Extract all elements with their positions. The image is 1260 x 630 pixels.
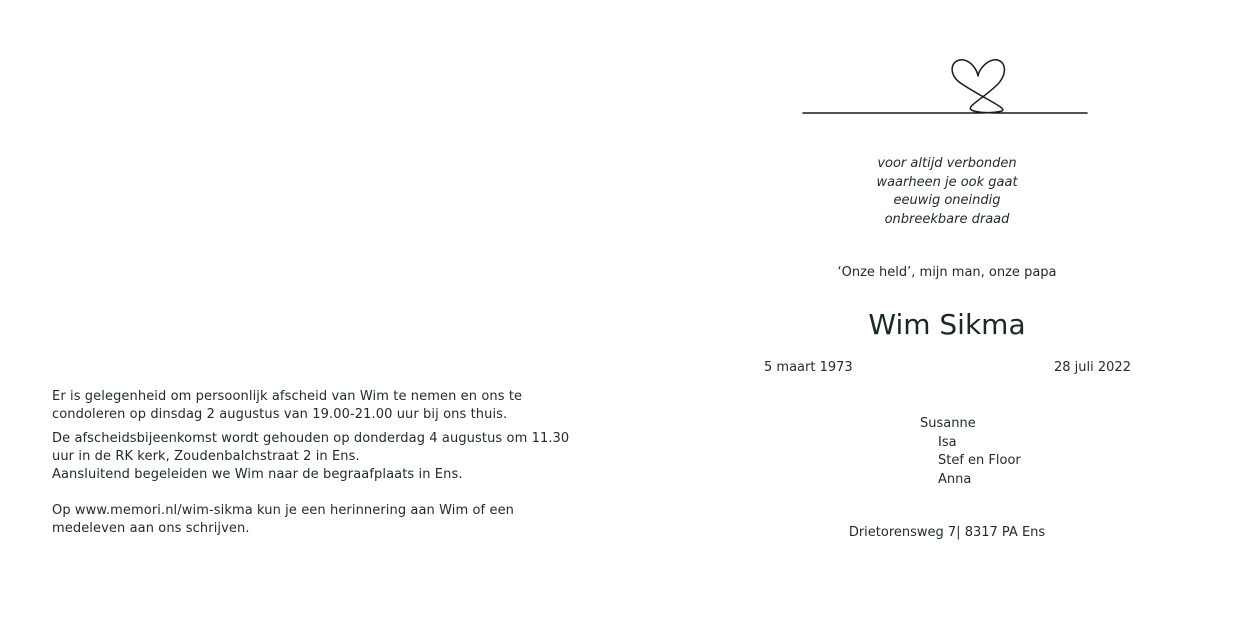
child-name: Stef en Floor bbox=[938, 453, 1021, 468]
family-list bbox=[920, 415, 1021, 489]
announcement-panel bbox=[700, 0, 1200, 630]
poem bbox=[700, 155, 1194, 229]
child-name: Anna bbox=[938, 471, 972, 487]
poem-line: onbreekbare draad bbox=[884, 211, 1010, 227]
visitation-paragraph: Er is gelegenheid om persoonlijk afscheid van Wim te nemen en ons te condoleren op dinsdag 2 augustus van 19.00-21.00 uur bij ons thuis. bbox=[52, 389, 523, 422]
deceased-name: Wim Sikma bbox=[868, 308, 1026, 341]
child-name: Isa bbox=[938, 434, 957, 450]
burial-paragraph: Aansluitend begeleiden we Wim naar de begraafplaats in Ens. bbox=[52, 467, 463, 482]
heart-line-icon bbox=[802, 56, 1090, 118]
subtitle: ‘Onze held’, mijn man, onze papa bbox=[837, 265, 1057, 280]
poem-line: eeuwig oneindig bbox=[893, 193, 1001, 208]
address: Drietorensweg 7| 8317 PA Ens bbox=[848, 525, 1046, 540]
ceremony-paragraph: De afscheidsbijeenkomst wordt gehouden op donderdag 4 augustus om 11.30 uur in de RK kerk, Zoudenbalchstraat 2 in Ens. bbox=[52, 431, 570, 464]
ceremony-info bbox=[52, 388, 612, 538]
poem-line: waarheen je ook gaat bbox=[876, 174, 1018, 190]
spouse-name: Susanne bbox=[920, 416, 976, 431]
memorial-website-paragraph: Op www.memori.nl/wim-sikma kun je een herinnering aan Wim of een medeleven aan ons schrijven. bbox=[52, 503, 515, 536]
death-date: 28 juli 2022 bbox=[1054, 360, 1131, 375]
birth-date: 5 maart 1973 bbox=[764, 360, 853, 375]
poem-line: voor altijd verbonden bbox=[877, 156, 1017, 171]
